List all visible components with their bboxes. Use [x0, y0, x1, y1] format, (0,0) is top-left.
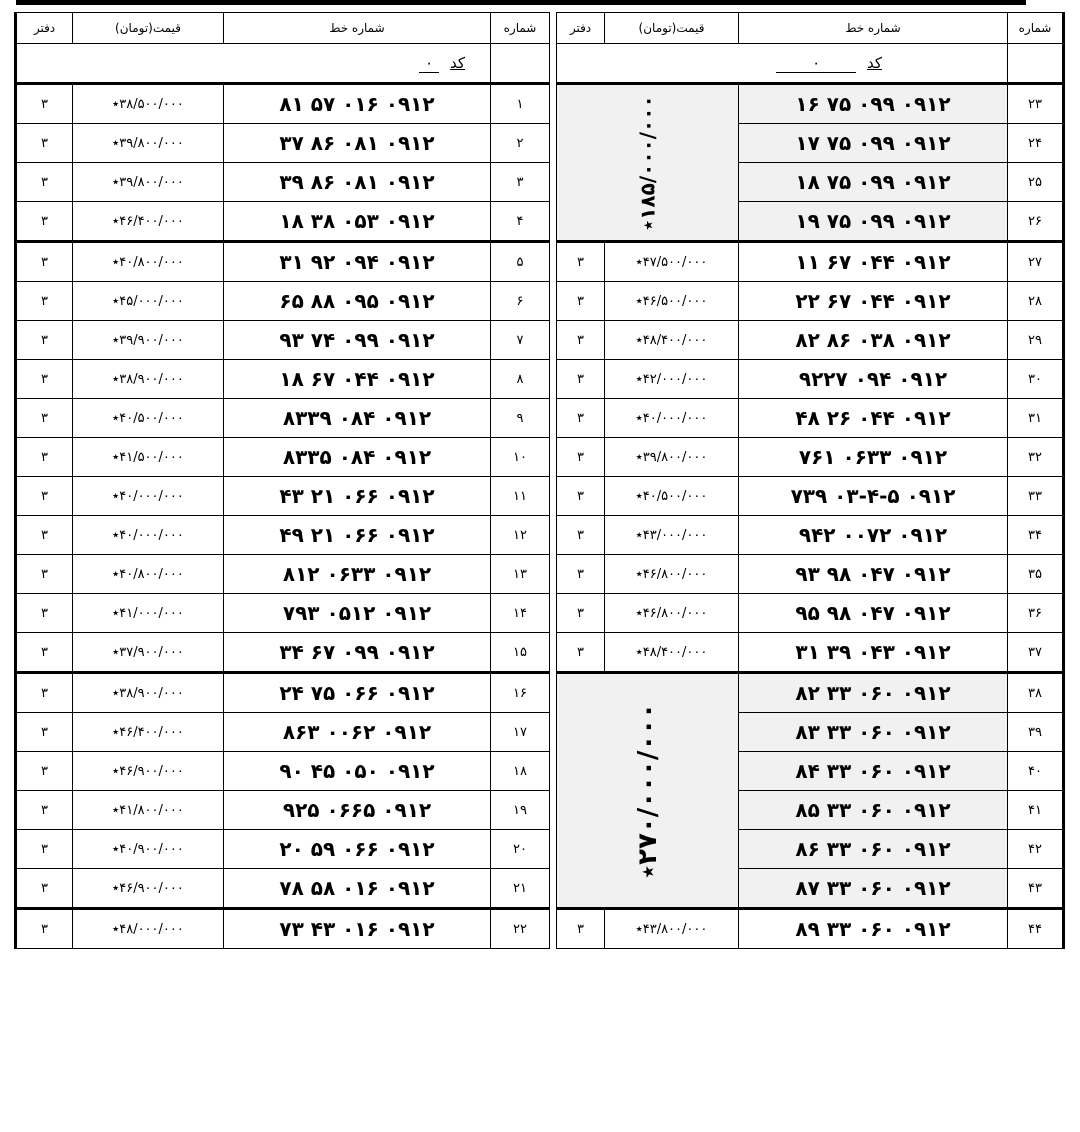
header-line: شماره خط — [224, 13, 491, 44]
row-number: ۱۷ — [491, 713, 550, 752]
table-row — [16, 399, 550, 438]
price-value: ۴۰/۸۰۰/۰۰۰ — [119, 566, 184, 582]
row-number: ۲۵ — [1008, 163, 1064, 202]
row-number: ۲ — [491, 124, 550, 163]
row-number: ۱۸ — [491, 752, 550, 791]
price-cell — [73, 282, 224, 321]
table-row — [16, 909, 550, 949]
price-value: ۴۶/۹۰۰/۰۰۰ — [119, 880, 184, 896]
star-mark: ٭ — [635, 219, 660, 231]
star-mark: ٭ — [635, 566, 643, 582]
phone-number: ۰۹۱۲ ۰۹۹ ۷۵ ۱۹ — [739, 202, 1008, 242]
office-number: ۳ — [557, 516, 605, 555]
star-mark: ٭ — [112, 488, 120, 504]
star-mark: ٭ — [112, 605, 120, 621]
row-number: ۳۸ — [1008, 673, 1064, 713]
office-number: ۳ — [16, 399, 73, 438]
phone-number: ۰۹۱۲ ۰۹۹ ۷۴ ۹۳ — [224, 321, 491, 360]
phone-number: ۰۹۱۲ ۰۹۹ ۷۵ ۱۶ — [739, 84, 1008, 124]
row-number: ۸ — [491, 360, 550, 399]
phone-number: ۰۹۱۲ ۰۶۰ ۳۳ ۸۷ — [739, 869, 1008, 909]
price-cell — [73, 909, 224, 949]
phone-number: ۰۹۱۲ ۰۶۰ ۳۳ ۸۹ — [739, 909, 1008, 949]
group-price-value: ۲۷۰/۰۰۰/۰۰۰ — [632, 702, 663, 865]
price-value: ۳۹/۹۰۰/۰۰۰ — [119, 332, 184, 348]
phone-number: ۰۹۱۲ ۰۶۶ ۲۱ ۴۳ — [224, 477, 491, 516]
table-row — [16, 202, 550, 242]
office-number: ۳ — [557, 282, 605, 321]
office-number: ۳ — [16, 791, 73, 830]
table-row — [16, 477, 550, 516]
price-cell — [605, 516, 739, 555]
table-row — [557, 633, 1064, 673]
price-value: ۴۸/۰۰۰/۰۰۰ — [119, 921, 184, 937]
phone-number: ۰۹۱۲ ۰۹۹ ۷۵ ۱۸ — [739, 163, 1008, 202]
code-cell — [16, 44, 491, 84]
table-row — [557, 438, 1064, 477]
phone-number: ۰۹۱۲ ۰۸۴ ۸۳۳۹ — [224, 399, 491, 438]
price-cell — [73, 555, 224, 594]
row-number: ۱۹ — [491, 791, 550, 830]
row-number: ۴۴ — [1008, 909, 1064, 949]
price-value: ۴۰/۸۰۰/۰۰۰ — [119, 254, 184, 270]
price-value: ۳۷/۹۰۰/۰۰۰ — [119, 644, 184, 660]
price-cell — [73, 438, 224, 477]
row-number: ۲۸ — [1008, 282, 1064, 321]
row-number: ۱۲ — [491, 516, 550, 555]
star-mark: ٭ — [112, 724, 120, 740]
phone-number: ۰۹۱۲ ۰۴۴ ۶۷ ۱۸ — [224, 360, 491, 399]
row-number: ۴۳ — [1008, 869, 1064, 909]
phone-number: ۰۹۱۲ ۰۶۶ ۲۱ ۴۹ — [224, 516, 491, 555]
row-number: ۲۱ — [491, 869, 550, 909]
star-mark: ٭ — [112, 802, 120, 818]
price-cell — [73, 360, 224, 399]
row-number: ۴۱ — [1008, 791, 1064, 830]
office-number: ۳ — [16, 360, 73, 399]
phone-number: ۰۹۱۲ ۰۹۴ ۹۲۲۷ — [739, 360, 1008, 399]
row-number: ۹ — [491, 399, 550, 438]
price-cell — [73, 163, 224, 202]
price-value: ۴۰/۰۰۰/۰۰۰ — [119, 527, 184, 543]
header-office: دفتر — [557, 13, 605, 44]
price-cell — [605, 242, 739, 282]
header-row — [16, 13, 550, 44]
office-number: ۳ — [16, 438, 73, 477]
group-price-value: ۱۸۵/۰۰۰/۰۰۰ — [635, 94, 660, 220]
price-cell — [605, 477, 739, 516]
star-mark: ٭ — [112, 449, 120, 465]
star-mark: ٭ — [635, 644, 643, 660]
table-row — [16, 869, 550, 909]
star-mark: ٭ — [632, 864, 663, 879]
phone-number: ۰۹۱۲ ۰۶۰ ۳۳ ۸۴ — [739, 752, 1008, 791]
phone-number: ۰۹۱۲ ۰۸۱ ۸۶ ۳۷ — [224, 124, 491, 163]
price-cell — [605, 438, 739, 477]
office-number: ۳ — [557, 477, 605, 516]
table-row — [557, 909, 1064, 949]
price-cell — [73, 713, 224, 752]
table-row — [16, 321, 550, 360]
phone-number: ۰۹۱۲ ۰۳-۴-۵ ۷۳۹ — [739, 477, 1008, 516]
office-number: ۳ — [16, 752, 73, 791]
star-mark: ٭ — [635, 605, 643, 621]
office-number: ۳ — [557, 555, 605, 594]
top-rule — [16, 0, 1026, 5]
table-row — [557, 321, 1064, 360]
row-number: ۲۶ — [1008, 202, 1064, 242]
price-value: ۴۸/۴۰۰/۰۰۰ — [642, 644, 708, 660]
table-row — [16, 242, 550, 282]
price-value: ۴۶/۴۰۰/۰۰۰ — [119, 213, 184, 229]
table-row — [16, 633, 550, 673]
table-row — [16, 555, 550, 594]
phone-number: ۰۹۱۲ ۰۶۶۵ ۹۲۵ — [224, 791, 491, 830]
price-cell — [73, 516, 224, 555]
office-number: ۳ — [557, 594, 605, 633]
price-cell — [73, 242, 224, 282]
price-cell — [73, 673, 224, 713]
table-row — [557, 594, 1064, 633]
star-mark: ٭ — [635, 488, 643, 504]
row-number: ۵ — [491, 242, 550, 282]
table-row — [16, 163, 550, 202]
price-cell — [605, 399, 739, 438]
office-number: ۳ — [16, 163, 73, 202]
phone-number: ۰۹۱۲ ۰۱۶ ۵۷ ۸۱ — [224, 84, 491, 124]
phone-number: ۰۹۱۲ ۰۰۷۲ ۹۴۲ — [739, 516, 1008, 555]
price-cell — [605, 321, 739, 360]
table-row — [16, 752, 550, 791]
star-mark: ٭ — [635, 332, 643, 348]
phone-number: ۰۹۱۲ ۰۶۰ ۳۳ ۸۳ — [739, 713, 1008, 752]
row-number: ۳۹ — [1008, 713, 1064, 752]
row-number: ۲۲ — [491, 909, 550, 949]
price-value: ۴۰/۰۰۰/۰۰۰ — [119, 488, 184, 504]
row-number: ۷ — [491, 321, 550, 360]
star-mark: ٭ — [112, 921, 120, 937]
table-row — [557, 360, 1064, 399]
price-value: ۴۰/۵۰۰/۰۰۰ — [119, 410, 184, 426]
star-mark: ٭ — [112, 527, 120, 543]
row-number: ۲۰ — [491, 830, 550, 869]
code-value: ۰ — [776, 54, 856, 73]
header-office: دفتر — [16, 13, 73, 44]
price-cell — [605, 555, 739, 594]
price-cell — [605, 633, 739, 673]
star-mark: ٭ — [112, 371, 120, 387]
table-row — [16, 594, 550, 633]
row-number: ۲۴ — [1008, 124, 1064, 163]
table-row — [557, 477, 1064, 516]
phone-number: ۰۹۱۲ ۰۴۷ ۹۸ ۹۳ — [739, 555, 1008, 594]
table-row — [16, 360, 550, 399]
table-row — [557, 282, 1064, 321]
office-number: ۳ — [16, 516, 73, 555]
phone-number: ۰۹۱۲ ۰۵۰ ۴۵ ۹۰ — [224, 752, 491, 791]
phone-number: ۰۹۱۲ ۰۶۶ ۵۹ ۲۰ — [224, 830, 491, 869]
phone-number: ۰۹۱۲ ۰۵۳ ۳۸ ۱۸ — [224, 202, 491, 242]
phone-number: ۰۹۱۲ ۰۳۸ ۸۶ ۸۲ — [739, 321, 1008, 360]
office-number: ۳ — [16, 124, 73, 163]
office-number: ۳ — [16, 477, 73, 516]
phone-number: ۰۹۱۲ ۰۶۶ ۷۵ ۲۴ — [224, 673, 491, 713]
row-number: ۳ — [491, 163, 550, 202]
table-row — [16, 282, 550, 321]
phone-number: ۰۹۱۲ ۰۶۰ ۳۳ ۸۶ — [739, 830, 1008, 869]
price-value: ۴۶/۴۰۰/۰۰۰ — [119, 724, 184, 740]
table-row — [16, 84, 550, 124]
phone-number: ۰۹۱۲ ۰۶۰ ۳۳ ۸۵ — [739, 791, 1008, 830]
row-number: ۴۲ — [1008, 830, 1064, 869]
price-cell — [73, 202, 224, 242]
star-mark: ٭ — [112, 213, 120, 229]
row-number: ۱ — [491, 84, 550, 124]
price-value: ۴۱/۵۰۰/۰۰۰ — [119, 449, 184, 465]
price-cell — [73, 84, 224, 124]
phone-number: ۰۹۱۲ ۰۱۶ ۵۸ ۷۸ — [224, 869, 491, 909]
office-number: ۳ — [16, 869, 73, 909]
row-number: ۳۳ — [1008, 477, 1064, 516]
office-number: ۳ — [557, 360, 605, 399]
price-value: ۳۹/۸۰۰/۰۰۰ — [119, 135, 184, 151]
code-label: کد — [449, 53, 465, 72]
star-mark: ٭ — [635, 410, 643, 426]
star-mark: ٭ — [635, 921, 643, 937]
office-number: ۳ — [16, 321, 73, 360]
phone-number: ۰۹۱۲ ۰۹۴ ۹۲ ۳۱ — [224, 242, 491, 282]
group-price-cell — [557, 84, 739, 242]
header-price: قیمت(تومان) — [73, 13, 224, 44]
header-number: شماره — [1008, 13, 1064, 44]
phone-number: ۰۹۱۲ ۰۹۹ ۷۵ ۱۷ — [739, 124, 1008, 163]
row-number: ۱۰ — [491, 438, 550, 477]
price-cell — [73, 399, 224, 438]
code-label: کد — [866, 53, 882, 72]
row-number: ۳۱ — [1008, 399, 1064, 438]
price-value: ۳۸/۵۰۰/۰۰۰ — [119, 96, 184, 112]
star-mark: ٭ — [112, 880, 120, 896]
phone-number: ۰۹۱۲ ۰۴۴ ۲۶ ۴۸ — [739, 399, 1008, 438]
row-number: ۳۰ — [1008, 360, 1064, 399]
row-number: ۳۲ — [1008, 438, 1064, 477]
table-row — [557, 84, 1064, 124]
price-value: ۳۹/۸۰۰/۰۰۰ — [642, 449, 708, 465]
price-value: ۴۰/۵۰۰/۰۰۰ — [642, 488, 708, 504]
phone-number: ۰۹۱۲ ۰۰۶۲ ۸۶۳ — [224, 713, 491, 752]
header-line: شماره خط — [739, 13, 1008, 44]
office-number: ۳ — [557, 242, 605, 282]
group-price-text — [635, 95, 659, 230]
price-cell — [73, 830, 224, 869]
price-value: ۴۵/۰۰۰/۰۰۰ — [119, 293, 184, 309]
row-number: ۱۶ — [491, 673, 550, 713]
office-number: ۳ — [557, 909, 605, 949]
office-number: ۳ — [16, 84, 73, 124]
table-row — [557, 399, 1064, 438]
star-mark: ٭ — [635, 254, 643, 270]
star-mark: ٭ — [112, 566, 120, 582]
code-cell — [557, 44, 1008, 84]
price-value: ۳۸/۹۰۰/۰۰۰ — [119, 371, 184, 387]
table-row — [16, 830, 550, 869]
price-cell — [73, 477, 224, 516]
row-number: ۳۴ — [1008, 516, 1064, 555]
table-row — [557, 242, 1064, 282]
phone-number: ۰۹۱۲ ۰۹۵ ۸۸ ۶۵ — [224, 282, 491, 321]
price-value: ۴۱/۸۰۰/۰۰۰ — [119, 802, 184, 818]
star-mark: ٭ — [112, 293, 120, 309]
row-number: ۳۷ — [1008, 633, 1064, 673]
phone-number: ۰۹۱۲ ۰۴۴ ۶۷ ۱۱ — [739, 242, 1008, 282]
price-cell — [73, 321, 224, 360]
row-number: ۱۱ — [491, 477, 550, 516]
row-number: ۱۴ — [491, 594, 550, 633]
price-cell — [605, 909, 739, 949]
table-row — [16, 791, 550, 830]
office-number: ۳ — [16, 282, 73, 321]
price-cell — [605, 594, 739, 633]
table-row — [16, 516, 550, 555]
price-cell — [73, 869, 224, 909]
star-mark: ٭ — [635, 371, 643, 387]
group-price-cell — [557, 673, 739, 909]
phone-number: ۰۹۱۲ ۰۹۹ ۶۷ ۳۴ — [224, 633, 491, 673]
row-number: ۴ — [491, 202, 550, 242]
phone-number: ۰۹۱۲ ۰۴۷ ۹۸ ۹۵ — [739, 594, 1008, 633]
star-mark: ٭ — [635, 527, 643, 543]
office-number: ۳ — [16, 713, 73, 752]
office-number: ۳ — [16, 202, 73, 242]
price-cell — [73, 124, 224, 163]
star-mark: ٭ — [635, 293, 643, 309]
price-value: ۴۳/۸۰۰/۰۰۰ — [642, 921, 708, 937]
header-number: شماره — [491, 13, 550, 44]
price-cell — [73, 594, 224, 633]
price-cell — [73, 752, 224, 791]
price-value: ۳۸/۹۰۰/۰۰۰ — [119, 685, 184, 701]
group-price-text — [633, 703, 663, 879]
price-value: ۴۳/۰۰۰/۰۰۰ — [642, 527, 708, 543]
phone-number: ۰۹۱۲ ۰۶۰ ۳۳ ۸۲ — [739, 673, 1008, 713]
office-number: ۳ — [16, 909, 73, 949]
code-row — [16, 44, 550, 84]
office-number: ۳ — [557, 399, 605, 438]
row-number: ۶ — [491, 282, 550, 321]
phone-number: ۰۹۱۲ ۰۸۴ ۸۳۳۵ — [224, 438, 491, 477]
office-number: ۳ — [557, 321, 605, 360]
price-cell — [605, 360, 739, 399]
table-row — [16, 673, 550, 713]
star-mark: ٭ — [112, 135, 120, 151]
price-cell — [73, 791, 224, 830]
price-value: ۴۷/۵۰۰/۰۰۰ — [642, 254, 708, 270]
office-number: ۳ — [16, 830, 73, 869]
price-value: ۴۱/۰۰۰/۰۰۰ — [119, 605, 184, 621]
row-number: ۱۵ — [491, 633, 550, 673]
row-number: ۲۹ — [1008, 321, 1064, 360]
price-value: ۴۶/۸۰۰/۰۰۰ — [642, 566, 708, 582]
office-number: ۳ — [16, 242, 73, 282]
star-mark: ٭ — [112, 96, 120, 112]
star-mark: ٭ — [635, 449, 643, 465]
office-number: ۳ — [16, 555, 73, 594]
price-cell — [605, 282, 739, 321]
office-number: ۳ — [557, 633, 605, 673]
table-row — [557, 673, 1064, 713]
price-value: ۴۶/۸۰۰/۰۰۰ — [642, 605, 708, 621]
price-value: ۴۸/۴۰۰/۰۰۰ — [642, 332, 708, 348]
header-price: قیمت(تومان) — [605, 13, 739, 44]
star-mark: ٭ — [112, 174, 120, 190]
star-mark: ٭ — [112, 644, 120, 660]
office-number: ۳ — [16, 594, 73, 633]
table-row — [16, 124, 550, 163]
table-row — [557, 555, 1064, 594]
price-cell — [73, 633, 224, 673]
code-value: ۰ — [419, 54, 439, 73]
table-row — [557, 516, 1064, 555]
phone-number: ۰۹۱۲ ۰۴۴ ۶۷ ۲۲ — [739, 282, 1008, 321]
table-row — [16, 713, 550, 752]
price-value: ۴۰/۹۰۰/۰۰۰ — [119, 841, 184, 857]
code-row — [557, 44, 1064, 84]
phone-number: ۰۹۱۲ ۰۶۳۳ ۷۶۱ — [739, 438, 1008, 477]
table-row — [16, 438, 550, 477]
star-mark: ٭ — [112, 763, 120, 779]
price-value: ۴۰/۰۰۰/۰۰۰ — [642, 410, 708, 426]
star-mark: ٭ — [112, 410, 120, 426]
row-number: ۳۶ — [1008, 594, 1064, 633]
star-mark: ٭ — [112, 332, 120, 348]
price-value: ۴۲/۰۰۰/۰۰۰ — [642, 371, 708, 387]
phone-number: ۰۹۱۲ ۰۴۳ ۳۹ ۳۱ — [739, 633, 1008, 673]
star-mark: ٭ — [112, 685, 120, 701]
row-number: ۱۳ — [491, 555, 550, 594]
listing-table-right — [556, 12, 1065, 949]
row-number: ۴۰ — [1008, 752, 1064, 791]
office-number: ۳ — [16, 673, 73, 713]
header-row — [557, 13, 1064, 44]
phone-number: ۰۹۱۲ ۰۸۱ ۸۶ ۳۹ — [224, 163, 491, 202]
row-number: ۲۷ — [1008, 242, 1064, 282]
price-value: ۴۶/۹۰۰/۰۰۰ — [119, 763, 184, 779]
price-value: ۳۹/۸۰۰/۰۰۰ — [119, 174, 184, 190]
office-number: ۳ — [16, 633, 73, 673]
price-value: ۴۶/۵۰۰/۰۰۰ — [642, 293, 708, 309]
star-mark: ٭ — [112, 841, 120, 857]
phone-number: ۰۹۱۲ ۰۵۱۲ ۷۹۳ — [224, 594, 491, 633]
listing-table-left — [14, 12, 550, 949]
phone-number: ۰۹۱۲ ۰۱۶ ۴۳ ۷۳ — [224, 909, 491, 949]
office-number: ۳ — [557, 438, 605, 477]
star-mark: ٭ — [112, 254, 120, 270]
row-number: ۲۳ — [1008, 84, 1064, 124]
row-number: ۳۵ — [1008, 555, 1064, 594]
phone-number: ۰۹۱۲ ۰۶۳۳ ۸۱۲ — [224, 555, 491, 594]
